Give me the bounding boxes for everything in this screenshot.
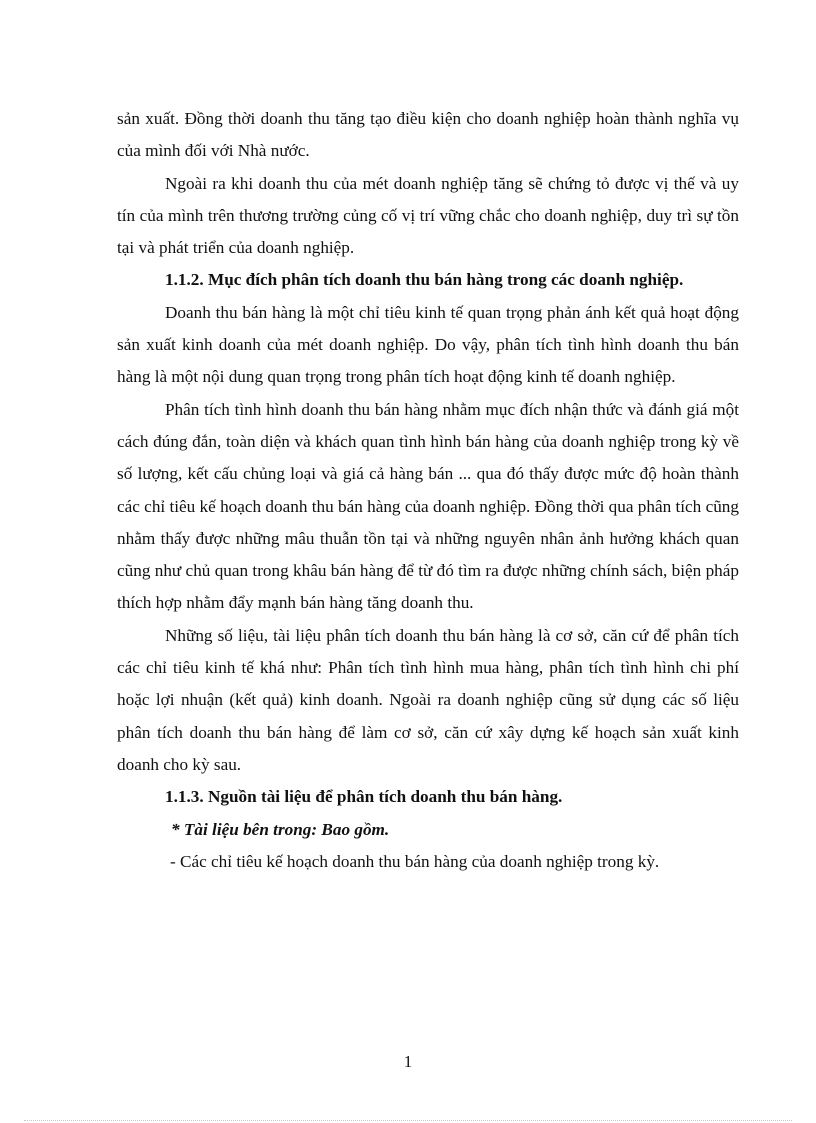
paragraph-continuation: sản xuất. Đồng thời doanh thu tăng tạo điều kiện cho doanh nghiệp hoàn thành nghĩa vụ của mình đối với Nhà nước. — [117, 109, 739, 161]
page-number: 1 — [403, 1052, 413, 1071]
section-heading-1-1-2: 1.1.2. Mục đích phân tích doanh thu bán hàng trong các doanh nghiệp. — [165, 270, 684, 290]
paragraph-reputation: Ngoài ra khi doanh thu của mét doanh nghiệp tăng sẽ chứng tỏ được vị thế và uy tín của mình trên thương trường củng cố vị trí vững chắc cho doanh nghiệp, duy trì sự tồn tại và phát triển của doanh nghiệp. — [117, 173, 739, 258]
page-boundary-line — [24, 1120, 792, 1121]
internal-sources-subheading: * Tài liệu bên trong: Bao gồm. — [171, 819, 390, 839]
bullet-item: - Các chỉ tiêu kế hoạch doanh thu bán hàng của doanh nghiệp trong kỳ. — [170, 851, 660, 871]
body-text — [117, 103, 739, 878]
paragraph-analysis-purpose: Phân tích tình hình doanh thu bán hàng nhằm mục đích nhận thức và đánh giá một cách đúng đắn, toàn diện và khách quan tình hình bán hàng của doanh nghiệp trong kỳ về số lượng, kết cấu chủng loại và giá cả hàng bán ... qua đó thấy được mức độ hoàn thành các chỉ tiêu kế hoạch doanh thu bán hàng của doanh nghiệp. Đồng thời qua phân tích cũng nhằm thấy được những mâu thuẫn tồn tại và những nguyên nhân ảnh hưởng khách quan cũng như chủ quan trong khâu bán hàng để từ đó tìm ra được những chính sách, biện pháp thích hợp nhằm đẩy mạnh bán hàng tăng doanh thu. — [117, 399, 739, 613]
paragraph-data-usage: Những số liệu, tài liệu phân tích doanh thu bán hàng là cơ sở, căn cứ để phân tích các chỉ tiêu kinh tế khá như: Phân tích tình hình mua hàng, phân tích tình hình chi phí hoặc lợi nhuận (kết quả) kinh doanh. Ngoài ra doanh nghiệp cũng sử dụng các số liệu phân tích doanh thu bán hàng để làm cơ sở, căn cứ xây dựng kế hoạch sản xuất kinh doanh cho kỳ sau. — [117, 625, 739, 774]
paragraph-revenue-indicator: Doanh thu bán hàng là một chỉ tiêu kinh tế quan trọng phản ánh kết quả hoạt động sản xuất kinh doanh của mét doanh nghiệp. Do vậy, phân tích tình hình doanh thu bán hàng là một nội dung quan trọng trong phân tích hoạt động kinh tế doanh nghiệp. — [117, 302, 739, 387]
section-heading-1-1-3: 1.1.3. Nguồn tài liệu để phân tích doanh thu bán hàng. — [165, 787, 563, 807]
